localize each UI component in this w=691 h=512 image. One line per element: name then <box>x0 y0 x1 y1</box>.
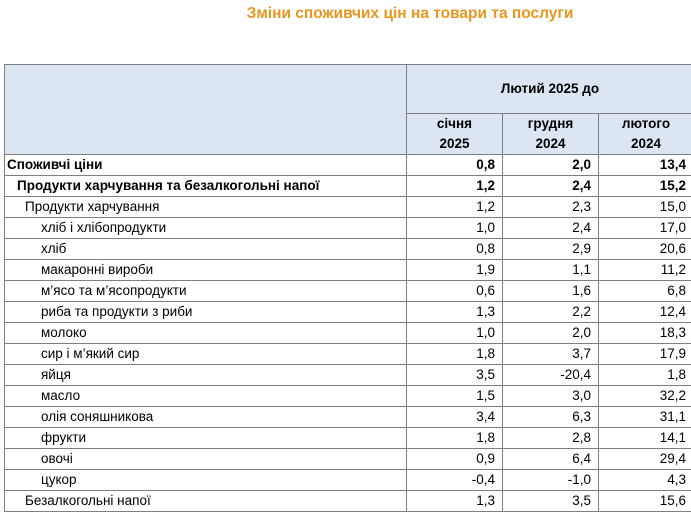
table-row <box>5 302 691 323</box>
value-cell: 1,2 <box>407 176 503 197</box>
value-cell: 3,7 <box>503 344 599 365</box>
column-header-line2: 2024 <box>630 136 662 151</box>
value-cell: 2,3 <box>503 197 599 218</box>
value-cell: 32,2 <box>599 386 691 407</box>
value-cell: 0,8 <box>407 155 503 176</box>
value-cell: 1,0 <box>407 323 503 344</box>
value-cell: 2,9 <box>503 239 599 260</box>
row-label: олія соняшникова <box>5 407 407 428</box>
value-cell: 2,8 <box>503 428 599 449</box>
value-cell: 3,0 <box>503 386 599 407</box>
row-label: фрукти <box>5 428 407 449</box>
value-cell: 14,1 <box>599 428 691 449</box>
table-row <box>5 470 691 491</box>
row-label: масло <box>5 386 407 407</box>
value-cell: 15,6 <box>599 491 691 512</box>
value-cell: 2,0 <box>503 155 599 176</box>
column-header-line1: лютого <box>621 116 671 131</box>
value-cell: 3,5 <box>407 365 503 386</box>
value-cell: -1,0 <box>503 470 599 491</box>
row-label: овочі <box>5 449 407 470</box>
value-cell: 1,2 <box>407 197 503 218</box>
value-cell: 1,3 <box>407 491 503 512</box>
value-cell: 2,4 <box>503 218 599 239</box>
value-cell: 15,2 <box>599 176 691 197</box>
value-cell: 1,5 <box>407 386 503 407</box>
value-cell: 31,1 <box>599 407 691 428</box>
value-cell: 3,4 <box>407 407 503 428</box>
group-header: Лютий 2025 до <box>407 65 691 114</box>
value-cell: 1,3 <box>407 302 503 323</box>
value-cell: 18,3 <box>599 323 691 344</box>
table-row <box>5 428 691 449</box>
value-cell: 2,0 <box>503 323 599 344</box>
value-cell: 15,0 <box>599 197 691 218</box>
header-label-cell <box>5 65 407 155</box>
table-row <box>5 491 691 512</box>
row-label: хліб <box>5 239 407 260</box>
value-cell: 12,4 <box>599 302 691 323</box>
value-cell: -20,4 <box>503 365 599 386</box>
table-row <box>5 239 691 260</box>
table-body <box>5 155 691 512</box>
value-cell: 17,9 <box>599 344 691 365</box>
column-header-line2: 2024 <box>535 136 566 151</box>
value-cell: 1,9 <box>407 260 503 281</box>
row-label: цукор <box>5 470 407 491</box>
row-label: Безалкогольні напої <box>5 491 407 512</box>
value-cell: 1,1 <box>503 260 599 281</box>
table-header-row <box>5 65 691 114</box>
table-row <box>5 449 691 470</box>
row-label: сир і м’який сир <box>5 344 407 365</box>
value-cell: 6,8 <box>599 281 691 302</box>
table-row <box>5 155 691 176</box>
value-cell: 29,4 <box>599 449 691 470</box>
table-row <box>5 197 691 218</box>
value-cell: -0,4 <box>407 470 503 491</box>
value-cell: 13,4 <box>599 155 691 176</box>
row-label: Продукти харчування та безалкогольні напої <box>5 176 407 197</box>
value-cell: 2,2 <box>503 302 599 323</box>
table-row <box>5 218 691 239</box>
row-label: Споживчі ціни <box>5 155 407 176</box>
value-cell: 0,8 <box>407 239 503 260</box>
table-row <box>5 407 691 428</box>
page-title: Зміни споживчих цін на товари та послуги <box>246 5 574 22</box>
column-header-jan-2025 <box>407 114 503 155</box>
column-header-line1: грудня <box>527 116 574 131</box>
row-label: макаронні вироби <box>5 260 407 281</box>
row-label: Продукти харчування <box>5 197 407 218</box>
price-changes-table <box>4 64 691 512</box>
value-cell: 6,4 <box>503 449 599 470</box>
table-row <box>5 386 691 407</box>
column-header-line1: січня <box>436 116 473 131</box>
value-cell: 17,0 <box>599 218 691 239</box>
value-cell: 1,8 <box>407 428 503 449</box>
value-cell: 11,2 <box>599 260 691 281</box>
table-row <box>5 176 691 197</box>
value-cell: 0,6 <box>407 281 503 302</box>
column-header-feb-2024 <box>599 114 691 155</box>
row-label: хліб і хлібопродукти <box>5 218 407 239</box>
row-label: риба та продукти з риби <box>5 302 407 323</box>
table-row <box>5 323 691 344</box>
column-header-dec-2024 <box>503 114 599 155</box>
table-row <box>5 281 691 302</box>
row-label: яйця <box>5 365 407 386</box>
value-cell: 6,3 <box>503 407 599 428</box>
table-row <box>5 344 691 365</box>
value-cell: 4,3 <box>599 470 691 491</box>
value-cell: 1,8 <box>599 365 691 386</box>
value-cell: 1,0 <box>407 218 503 239</box>
row-label: м’ясо та м’ясопродукти <box>5 281 407 302</box>
value-cell: 2,4 <box>503 176 599 197</box>
value-cell: 20,6 <box>599 239 691 260</box>
value-cell: 1,8 <box>407 344 503 365</box>
column-header-line2: 2025 <box>439 136 470 151</box>
value-cell: 3,5 <box>503 491 599 512</box>
row-label: молоко <box>5 323 407 344</box>
value-cell: 0,9 <box>407 449 503 470</box>
value-cell: 1,6 <box>503 281 599 302</box>
table-row <box>5 260 691 281</box>
table-row <box>5 365 691 386</box>
